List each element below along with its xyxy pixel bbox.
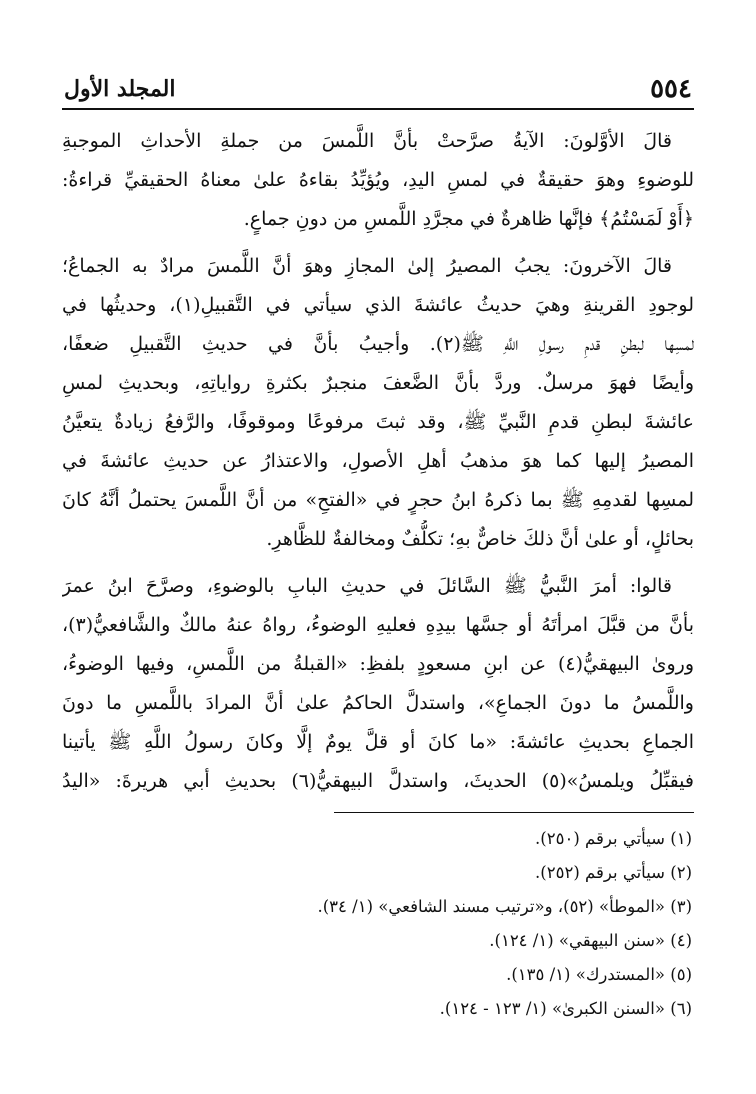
text-line: واللَّمسُ ما دونَ الجماعِ»، واستدلَّ الحاكمُ علىٰ أنَّ المرادَ باللَّمسِ ما دونَ bbox=[62, 692, 694, 714]
text-line: وروىٰ البيهقيُّ(٤) عن ابنِ مسعودٍ بلفظِ: «القبلةُ من اللَّمسِ، وفيها الوضوءُ، bbox=[62, 653, 694, 675]
footnote-1: (١) سيأتي برقم (٢٥٠). bbox=[535, 829, 692, 848]
paragraph-arguments bbox=[62, 567, 694, 801]
main-text bbox=[62, 122, 694, 809]
footnote-5: (٥) «المستدرك» (١/ ١٣٥). bbox=[506, 965, 692, 984]
text-line: قالَ الآخرونَ: يجبُ المصيرُ إلىٰ المجازِ وهوَ أنَّ اللَّمسَ مرادٌ به الجماعُ؛ bbox=[62, 255, 672, 277]
text-line: بحائلٍ، أو علىٰ أنَّ ذلكَ خاصٌّ بهِ؛ تكلُّفٌ ومخالفةٌ للظَّاهرِ. bbox=[266, 528, 694, 550]
text-line: وأيضًا فهوَ مرسلٌ. وردَّ بأنَّ الضَّعفَ منجبرٌ بكثرةِ رواياتِهِ، وبحديثِ لمسِ bbox=[62, 372, 694, 394]
footnote-3: (٣) «الموطأ» (٥٢)، و«ترتيب مسند الشافعي» (١/ ٣٤). bbox=[317, 897, 692, 916]
text-line: المصيرُ إليها كما هوَ مذهبُ أهلِ الأصولِ، والاعتذارُ عن حديثِ عائشةَ في bbox=[62, 450, 694, 472]
page-header bbox=[62, 70, 694, 108]
text-line: الجماعِ بحديثِ عائشةَ: «ما كانَ أو قلَّ يومٌ إلَّا وكانَ رسولُ اللَّهِ ﷺ يأتينا bbox=[62, 731, 694, 753]
text-line: لمسِها لبطنِ قدمِ رسولِ اللَّهِ ﷺ(٢). وأجيبُ بأنَّ في حديثِ التَّقبيلِ ضعفًا، bbox=[62, 333, 694, 355]
text-line: بأنَّ من قبَّلَ امرأتَهُ أو جسَّها بيدِهِ فعليهِ الوضوءُ، رواهُ عنهُ مالكٌ والشَّافعيُّ(٣)، bbox=[62, 614, 694, 636]
text-line: للوضوءِ وهوَ حقيقةٌ في لمسِ اليدِ، ويُؤيِّدُ بقاءهُ علىٰ معناهُ الحقيقيِّ قراءةُ: bbox=[62, 169, 694, 191]
text-line: قالوا: أمرَ النَّبيُّ ﷺ السَّائلَ في حديثِ البابِ بالوضوءِ، وصرَّحَ ابنُ عمرَ bbox=[62, 575, 672, 597]
text-line: قالَ الأوَّلونَ: الآيةُ صرَّحتْ بأنَّ اللَّمسَ من جملةِ الأحداثِ الموجبةِ bbox=[62, 130, 672, 152]
text-line: لمسِها لقدمِهِ ﷺ بما ذكرهُ ابنُ حجرٍ في «الفتحِ» من أنَّ اللَّمسَ يحتملُ أنَّهُ كانَ bbox=[62, 489, 694, 511]
footnote-2: (٢) سيأتي برقم (٢٥٢). bbox=[535, 863, 692, 882]
footnote-6: (٦) «السنن الكبرىٰ» (١/ ١٢٣ - ١٢٤). bbox=[439, 999, 692, 1018]
volume-title: المجلد الأول bbox=[64, 76, 176, 102]
page-number: ٥٥٤ bbox=[650, 74, 692, 104]
footnotes bbox=[62, 822, 694, 1026]
footnote-divider bbox=[334, 812, 694, 813]
footnote-4: (٤) «سنن البيهقي» (١/ ١٢٤). bbox=[489, 931, 692, 950]
paragraph-first-opinion bbox=[62, 122, 694, 239]
text-line: ﴿أَوْ لَمَسْتُمُ﴾ فإنَّها ظاهرةٌ في مجرَّدِ اللَّمسِ من دونِ جماعٍ. bbox=[243, 208, 694, 230]
text-line: لوجودِ القرينةِ وهيَ حديثُ عائشةَ الذي سيأتي في التَّقبيلِ(١)، وحديثُها في bbox=[62, 294, 694, 316]
text-line: عائشةَ لبطنِ قدمِ النَّبيِّ ﷺ، وقد ثبتَ مرفوعًا وموقوفًا، والرَّفعُ زيادةٌ يتعيَّنُ bbox=[62, 411, 694, 433]
header-divider bbox=[62, 108, 694, 110]
paragraph-second-opinion bbox=[62, 247, 694, 559]
text-line: فيقبِّلُ ويلمسُ»(٥) الحديثَ، واستدلَّ البيهقيُّ(٦) بحديثِ أبي هريرةَ: «اليدُ bbox=[62, 770, 694, 792]
